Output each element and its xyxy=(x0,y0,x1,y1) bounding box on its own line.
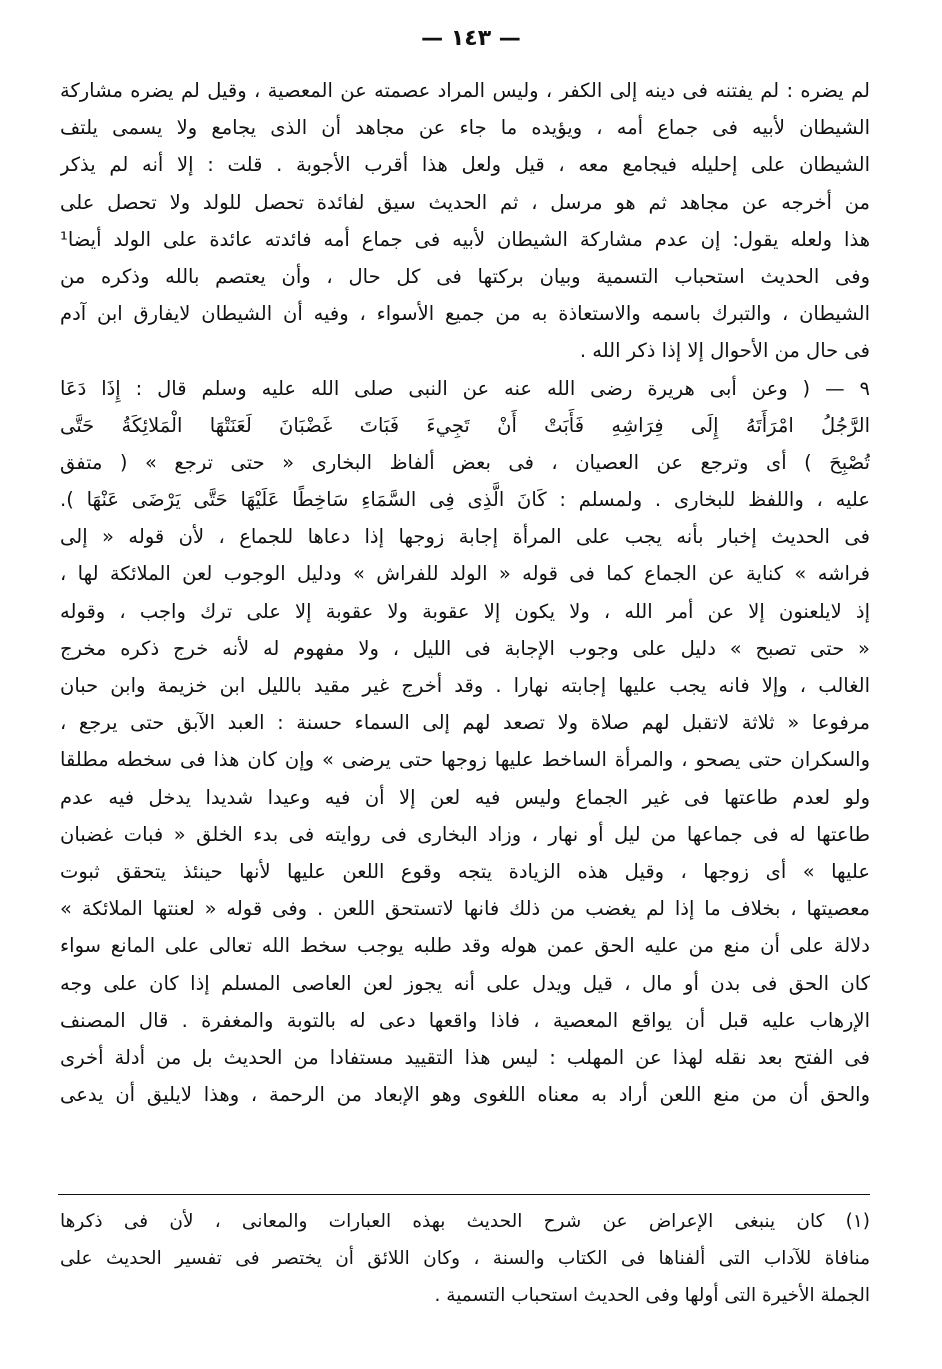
hadith-line: الرَّجُلُ امْرَأَتَهُ إِلَى فِرَاشِهِ فَأَبَتْ أَنْ تَجِيءَ فَبَاتَ غَضْبَانَ لَعَنَتْهَا الْمَلائِكَةُ حَتَّى xyxy=(60,413,870,437)
page-number: — ١٤٣ — xyxy=(421,26,521,51)
text-line: إذ لايلعنون إلا عن أمر الله ، ولا يكون إلا عقوبة ولا عقوبة إلا على ترك واجب ، وقوله xyxy=(60,599,870,623)
footnote-line: الجملة الأخيرة التى أولها وفى الحديث استحباب التسمية . xyxy=(434,1285,870,1306)
text-line: من أخرجه عن مجاهد ثم هو مرسل ، ثم الحديث سيق لفائدة تحصل للولد ولا تحصل على xyxy=(60,190,870,214)
text-line: وفى الحديث استحباب التسمية وبيان بركتها فى كل حال ، وأن يعتصم بالله وذكره من xyxy=(60,264,870,288)
text-line: فى حال من الأحوال إلا إذا ذكر الله . xyxy=(579,339,870,363)
footnote-line: منافاة للآداب التى ألفناها فى الكتاب والسنة ، وكان اللائق أن يختصر فى تفسير الحديث على xyxy=(60,1248,870,1269)
text-line: هذا ولعله يقول: إن عدم مشاركة الشيطان لأبيه فى جماع أمه فائدته عائدة على الولد أيضا¹ xyxy=(60,227,870,251)
text-line: والحق أن من منع اللعن أراد به معناه اللغوى وهو الإبعاد من الرحمة ، وهذا لايليق أن يدعى xyxy=(60,1083,870,1107)
text-line: تُصْبِحَ ) أى وترجع عن العصيان ، فى بعض ألفاظ البخارى « حتى ترجع » ( متفق xyxy=(60,450,870,474)
text-line: الشيطان ، والتبرك باسمه والاستعاذة به من جميع الأسواء ، وفيه أن الشيطان لايفارق ابن آدم xyxy=(60,302,870,326)
text-line: الإرهاب عليه قبل أن يواقع المعصية ، فاذا واقعها دعى له بالتوبة والمغفرة . قال المصنف xyxy=(60,1008,870,1032)
text-line: فراشه » كناية عن الجماع كما فى قوله « الولد للفراش » ودليل الوجوب لعن الملائكة لها ، xyxy=(60,562,870,586)
text-line: « حتى تصبح » دليل على وجوب الإجابة فى الليل ، ولا مفهوم له لأنه خرج ذكره مخرج xyxy=(60,636,870,660)
text-line: ولو لعدم طاعتها فى غير الجماع وليس فيه لعن إلا أن فيه وعيدا شديدا يدخل فيه عدم xyxy=(60,785,870,809)
text-line: معصيتها ، بخلاف ما إذا لم يغضب من ذلك فانها لاتستحق اللعن . وفى قوله « لعنتها الملائكة » xyxy=(60,897,870,921)
text-line: الغالب ، وإلا فانه يجب عليها إجابته نهارا . وقد أخرج غير مقيد بالليل ابن خزيمة وابن حبان xyxy=(60,674,870,697)
text-line: لم يضره : لم يفتنه فى دينه إلى الكفر ، وليس المراد عصمته عن المعصية ، وقيل لم يضره مشاركة xyxy=(60,79,870,102)
footnote-divider xyxy=(58,1194,870,1195)
text-line: عليه ، واللفظ للبخارى . ولمسلم : كَانَ الَّذِى فِى السَّمَاءِ سَاخِطًا عَلَيْهَا حَتَّى يَرْضَى عَنْهَا ). xyxy=(60,488,870,512)
text-line: مرفوعا « ثلاثة لاتقبل لهم صلاة ولا تصعد لهم إلى السماء حسنة : العبد الآبق حتى يرجع ، xyxy=(60,711,870,735)
text-line: دلالة على أن منع من عليه الحق عمن هوله وقد طلبه يوجب سخط الله تعالى على المانع سواء xyxy=(60,934,870,958)
text-line: فى الفتح بعد نقله لهذا عن المهلب : ليس هذا التقييد مستفادا من الحديث بل من أدلة أخرى xyxy=(60,1045,870,1069)
footnote xyxy=(60,1203,870,1314)
text-line: فى الحديث إخبار بأنه يجب على المرأة إجابة زوجها إذا دعاها للجماع ، لأن قوله « إلى xyxy=(60,525,870,549)
hadith-line: ٩ — ( وعن أبى هريرة رضى الله عنه عن النبى صلى الله عليه وسلم قال : إِذَا دَعَا xyxy=(60,376,870,400)
text-line: كان الحق فى بدن أو مال ، قيل ويدل على أنه يجوز لعن العاصى المسلم إذا كان على وجه xyxy=(60,971,870,995)
text-line: الشيطان على إحليله فيجامع معه ، قيل ولعل هذا أقرب الأجوبة . قلت : إلا أنه لم يذكر xyxy=(60,153,870,177)
text-line: طاعتها له فى جماعها من ليل أو نهار ، وزاد البخارى فى روايته فى بدء الخلق « فبات غضبان xyxy=(60,822,870,846)
main-text xyxy=(60,72,870,1113)
footnote-line: (١) كان ينبغى الإعراض عن شرح الحديث بهذه العبارات والمعانى ، لأن فى ذكرها xyxy=(60,1211,870,1232)
text-line: والسكران حتى يصحو ، والمرأة الساخط عليها زوجها حتى يرضى » وإن كان هذا فى سخطه مطلقا xyxy=(60,748,870,772)
text-line: عليها » أى زوجها ، وقيل هذه الزيادة يتجه وقوع اللعن عليها لأنها حينئذ يتحقق ثبوت xyxy=(60,859,870,883)
text-line: الشيطان لأبيه فى جماع أمه ، ويؤيده ما جاء عن مجاهد أن الذى يجامع ولا يسمى يلتف xyxy=(60,116,870,140)
